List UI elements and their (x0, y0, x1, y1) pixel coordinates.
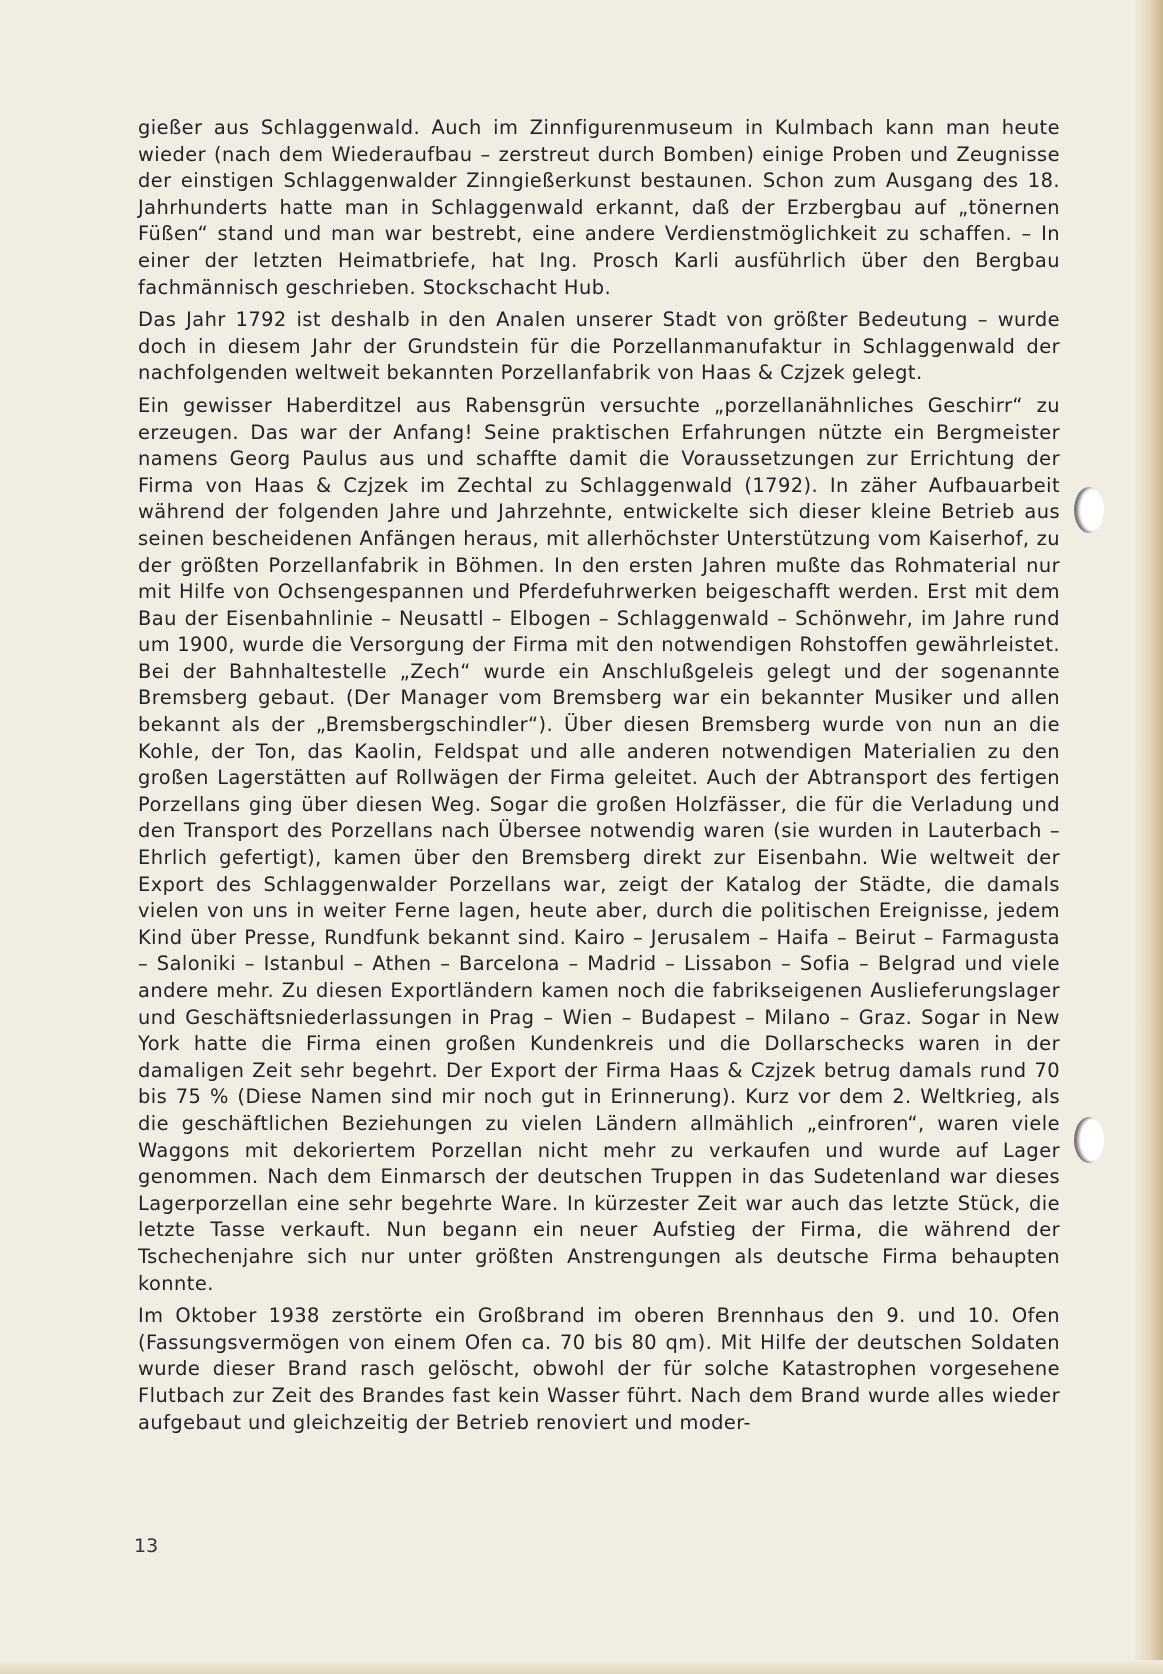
paragraph-3: Ein gewisser Haberditzel aus Rabensgrün versuchte „porzellanähnliches Geschirr“ zu erzeugen. Das war der Anfang! Seine praktischen Erfahrungen nützte ein Bergmeister namens Georg Paulus aus und schaffte damit die Voraussetzungen zur Errichtung der Firma von Haas & Czjzek im Zechtal zu Schlaggenwald (1792). In zäher Aufbauarbeit während der folgenden Jahre und Jahrzehnte, entwickelte sich dieser kleine Betrieb aus seinen bescheidenen Anfängen heraus, mit allerhöchster Unterstützung vom Kaiserhof, zu der größten Porzellanfabrik in Böhmen. In den ersten Jahren mußte das Rohmaterial nur mit Hilfe von Ochsengespannen und Pferdefuhrwerken beigeschafft werden. Erst mit dem Bau der Eisenbahnlinie – Neusattl – Elbogen – Schlaggenwald – Schönwehr, im Jahre rund um 1900, wurde die Versorgung der Firma mit den notwendigen Rohstoffen gewährleistet. Bei der Bahnhaltestelle „Zech“ wurde ein Anschlußgeleis gelegt und der sogenannte Bremsberg gebaut. (Der Manager vom Bremsberg war ein bekannter Musiker und allen bekannt als der „Bremsbergschindler“). Über diesen Bremsberg wurde von nun an die Kohle, der Ton, das Kaolin, Feldspat und alle anderen notwendigen Materialien zu den großen Lagerstätten auf Rollwägen der Firma geleitet. Auch der Abtransport des fertigen Porzellans ging über diesen Weg. Sogar die großen Holzfässer, die für die Verladung und den Transport des Porzellans nach Übersee notwendig waren (sie wurden in Lauterbach – Ehrlich gefertigt), kamen über den Bremsberg direkt zur Eisenbahn. Wie weltweit der Export des Schlaggenwalder Porzellans war, zeigt der Katalog der Städte, die damals vielen von uns in weiter Ferne lagen, heute aber, durch die politischen Ereignisse, jedem Kind über Presse, Rundfunk bekannt sind. Kairo – Jerusalem – Haifa – Beirut – Farmagusta – Saloniki – Istanbul – Athen – Barcelona – Madrid – Lissabon – Sofia – Belgrad und viele andere mehr. Zu diesen Exportländern kamen noch die fabrikseigenen Auslieferungslager und Geschäftsniederlassungen in Prag – Wien – Budapest – Milano – Graz. Sogar in New York hatte die Firma einen großen Kundenkreis und die Dollarschecks waren in der damaligen Zeit sehr begehrt. Der Export der Firma Haas & Czjzek betrug damals rund 70 bis 75 % (Diese Namen sind mir noch gut in Erinnerung). Kurz vor dem 2. Weltkrieg, als die geschäftlichen Beziehungen zu vielen Ländern allmählich „einfroren“, waren viele Waggons mit dekoriertem Porzellan nicht mehr zu verkaufen und wurde auf Lager genommen. Nach dem Einmarsch der deutschen Truppen in das Sudetenland war dieses Lagerporzellan eine sehr begehrte Ware. In kürzester Zeit war auch das letzte Stück, die letzte Tasse verkauft. Nun begann ein neuer Aufstieg der Firma, die während der Tschechenjahre sich nur unter größten Anstrengungen als deutsche Firma behaupten konnte. (138, 393, 1060, 1295)
paragraph-4: Im Oktober 1938 zerstörte ein Großbrand im oberen Brennhaus den 9. und 10. Ofen (Fassungsvermögen von einem Ofen ca. 70 bis 80 qm). Mit Hilfe der deutschen Soldaten wurde dieser Brand rasch gelöscht, obwohl der für solche Katastrophen vorgesehene Flutbach zur Zeit des Brandes fast kein Wasser führt. Nach dem Brand wurde alles wieder aufgebaut und gleichzeitig der Betrieb renoviert und moder- (138, 1304, 1060, 1434)
punch-hole-bottom (1074, 1117, 1104, 1163)
body-text (138, 115, 1060, 1442)
paragraph-2: Das Jahr 1792 ist deshalb in den Analen unserer Stadt von größter Bedeutung – wurde doch in diesem Jahr der Grundstein für die Porzellanmanufaktur in Schlaggenwald der nachfolgenden weltweit bekannten Porzellanfabrik von Haas & Czjzek gelegt. (138, 308, 1060, 385)
paragraph-1: gießer aus Schlaggenwald. Auch im Zinnfigurenmuseum in Kulmbach kann man heute wieder (nach dem Wiederaufbau – zerstreut durch Bomben) einige Proben und Zeugnisse der einstigen Schlaggenwalder Zinngießerkunst bestaunen. Schon zum Ausgang des 18. Jahrhunderts hatte man in Schlaggenwald erkannt, daß der Erzbergbau auf „tönernen Füßen“ stand und man war bestrebt, eine andere Verdienstmöglichkeit zu schaffen. – In einer der letzten Heimatbriefe, hat Ing. Prosch Karli ausführlich über den Bergbau fachmännisch geschrieben. Stockschacht Hub. (138, 116, 1060, 299)
page-edge-shadow (1133, 0, 1163, 1674)
punch-hole-top (1074, 487, 1104, 533)
page-number: 13 (134, 1535, 159, 1557)
page-bottom-edge (0, 1660, 1163, 1674)
